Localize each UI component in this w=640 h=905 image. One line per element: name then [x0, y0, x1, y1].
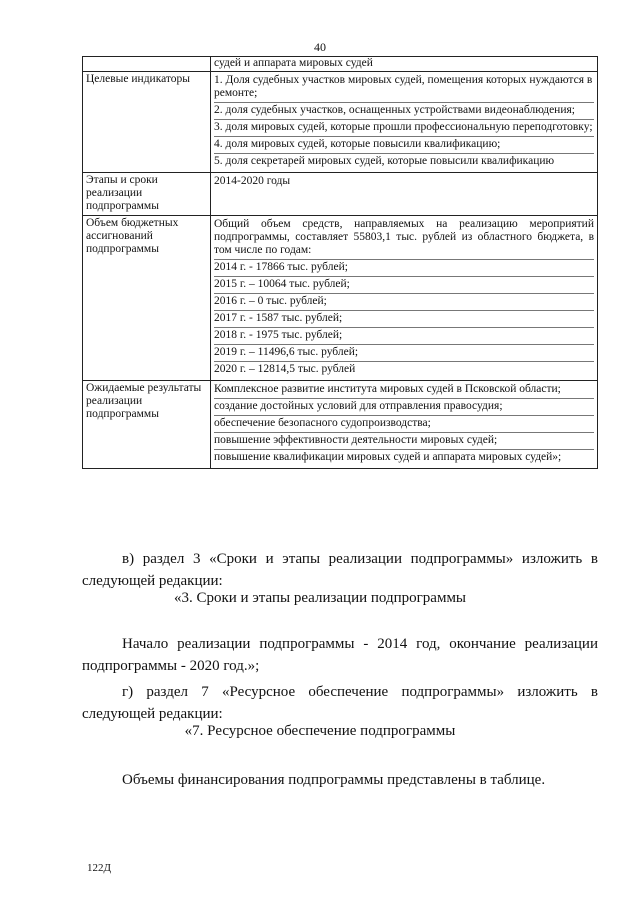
section-7-heading: «7. Ресурсное обеспечение подпрограммы: [184, 723, 456, 739]
row-label-budget-volume: Объем бюджетных ассигнований подпрограммы: [83, 216, 211, 381]
list-item: создание достойных условий для отправления правосудия;: [214, 399, 594, 416]
list-item: 3. доля мировых судей, которые прошли профессиональную переподготовку;: [214, 120, 594, 137]
list-item: Комплексное развитие института мировых судей в Псковской области;: [214, 382, 594, 399]
row-content-expected-results: [211, 381, 598, 469]
subprogram-passport-table: [82, 56, 598, 469]
row-content-stages-and-terms: [211, 173, 598, 216]
row-label-expected-results: Ожидаемые результаты реализации подпрограммы: [83, 381, 211, 469]
list-item: 2018 г. - 1975 тыс. рублей;: [214, 328, 594, 345]
paragraph-financing-volumes: Объемы финансирования подпрограммы представлены в таблице.: [122, 772, 546, 788]
list-item: 2. доля судебных участков, оснащенных устройствами видеонаблюдения;: [214, 103, 594, 120]
list-item: 2019 г. – 11496,6 тыс. рублей;: [214, 345, 594, 362]
list-item: 5. доля секретарей мировых судей, которые повысили квалификацию: [214, 155, 555, 167]
section-3-heading: «3. Сроки и этапы реализации подпрограммы: [173, 590, 467, 606]
row-label-stages-and-terms: Этапы и сроки реализации подпрограммы: [83, 173, 211, 216]
list-item: 2016 г. – 0 тыс. рублей;: [214, 294, 594, 311]
table-row-budget-volume: [83, 216, 598, 381]
list-item: повышение квалификации мировых судей и аппарата мировых судей»;: [214, 451, 562, 463]
list-item: 4. доля мировых судей, которые повысили квалификацию;: [214, 137, 594, 154]
table-row-continuation: [83, 57, 598, 72]
table-row-stages-and-terms: [83, 173, 598, 216]
document-code: 122Д: [87, 862, 112, 874]
list-item: повышение эффективности деятельности мировых судей;: [214, 433, 594, 450]
table-cell-continuation: судей и аппарата мировых судей: [211, 57, 598, 72]
list-item: 1. Доля судебных участков мировых судей, помещения которых нуждаются в ремонте;: [214, 73, 594, 103]
list-item: 2014-2020 годы: [214, 175, 291, 187]
paragraph-section-7-amendment: г) раздел 7 «Ресурсное обеспечение подпрограммы» изложить в следующей редакции:: [82, 684, 598, 722]
row-content-target-indicators: [211, 72, 598, 173]
table-row-expected-results: [83, 381, 598, 469]
row-label-target-indicators: Целевые индикаторы: [83, 72, 211, 173]
paragraph-section-3-amendment: в) раздел 3 «Сроки и этапы реализации подпрограммы» изложить в следующей редакции:: [82, 551, 598, 589]
list-item: 2020 г. – 12814,5 тыс. рублей: [214, 363, 356, 375]
list-item: 2014 г. - 17866 тыс. рублей;: [214, 260, 594, 277]
page-number: 40: [314, 40, 326, 54]
paragraph-implementation-period: Начало реализации подпрограммы - 2014 год, окончание реализации подпрограммы - 2020 год.»;: [82, 636, 598, 674]
list-item: 2015 г. – 10064 тыс. рублей;: [214, 277, 594, 294]
list-item: 2017 г. - 1587 тыс. рублей;: [214, 311, 594, 328]
list-item: Общий объем средств, направляемых на реализацию мероприятий подпрограммы, составляет 55803,1 тыс. рублей из областного бюджета, в том числе по годам:: [214, 217, 594, 260]
table-row-target-indicators: [83, 72, 598, 173]
table-cell-empty-label: [83, 57, 211, 72]
row-content-budget-volume: [211, 216, 598, 381]
list-item: обеспечение безопасного судопроизводства;: [214, 416, 594, 433]
